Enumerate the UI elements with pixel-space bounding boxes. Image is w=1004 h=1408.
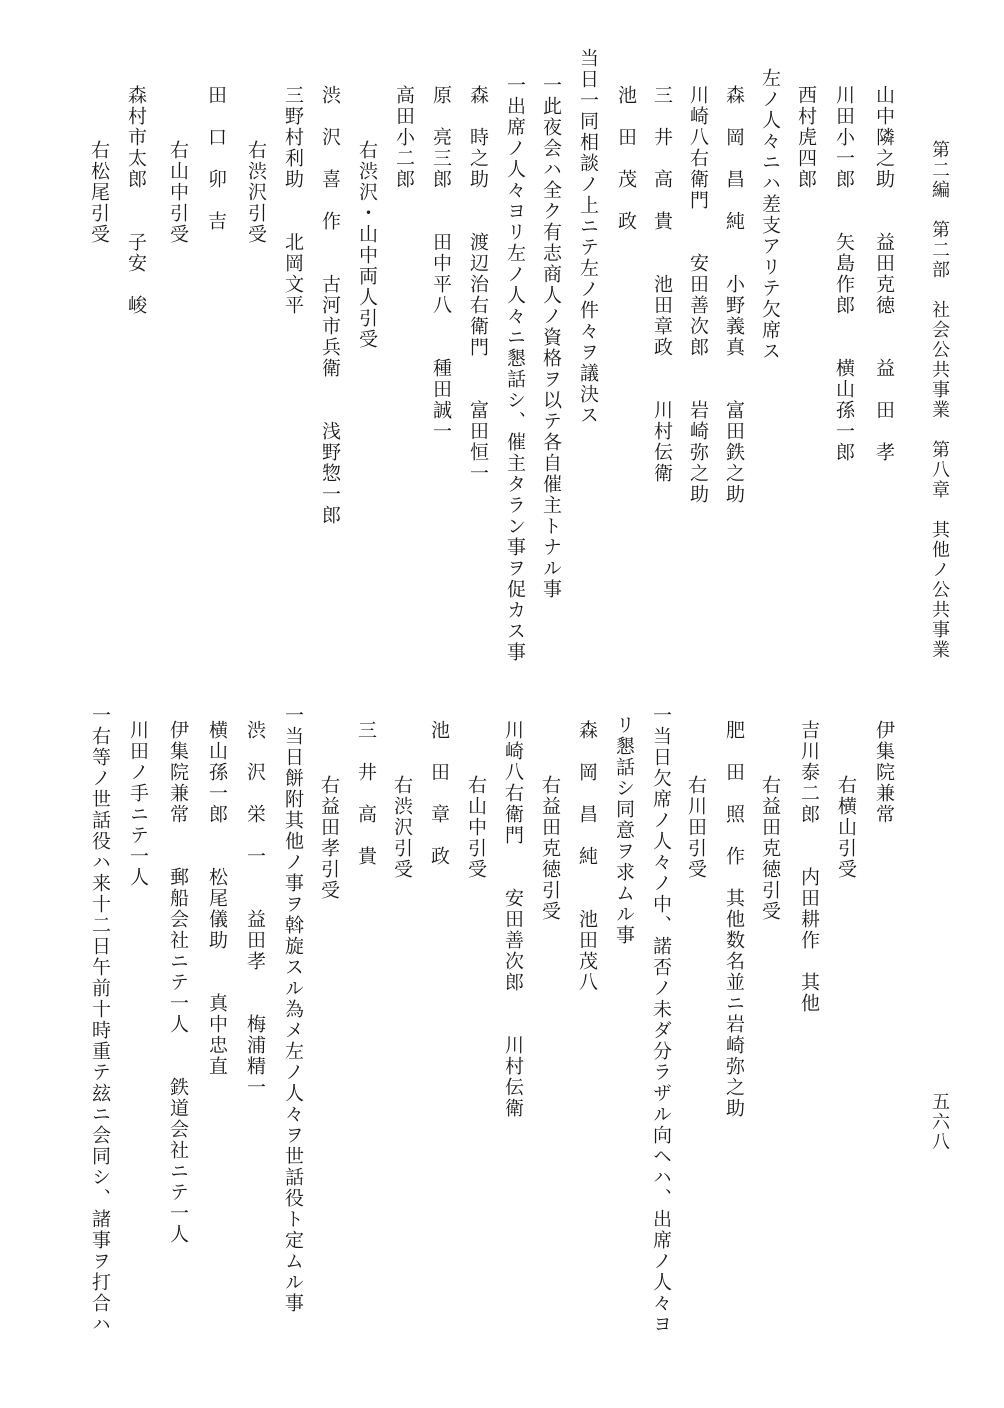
upper-line-7: 三 井 高 貴 池田章政 川村伝衛 bbox=[651, 85, 673, 484]
upper-line-18: 右渋沢引受 bbox=[245, 140, 267, 245]
upper-line-3: 西村虎四郎 bbox=[795, 85, 817, 190]
upper-line-9: 当日一同相談ノ上ニテ左ノ件々ヲ議決ス bbox=[577, 48, 599, 426]
upper-line-12: 森 時之助 渡辺治右衛門 富田恒一 bbox=[467, 85, 489, 484]
lower-line-4: 右益田克徳引受 bbox=[759, 775, 781, 922]
upper-line-4: 左ノ人々ニハ差支アリテ欠席ス bbox=[759, 68, 781, 362]
upper-line-19: 田 口 卯 吉 bbox=[205, 85, 227, 232]
running-header: 第二編 第二部 社会公共事業 第八章 其他ノ公共事業 bbox=[929, 140, 950, 660]
lower-line-11: 川崎八右衛門 安田善次郎 川村伝衛 bbox=[502, 720, 524, 1119]
upper-line-13: 原 亮三郎 田中平八 種田誠一 bbox=[430, 85, 452, 442]
lower-line-20: 伊集院兼常 郵船会社ニテ一人 鉄道会社ニテ一人 bbox=[167, 720, 189, 1245]
upper-line-8: 池 田 茂 政 bbox=[615, 85, 637, 232]
lower-line-10: 右益田克徳引受 bbox=[539, 775, 561, 922]
lower-line-14: 右渋沢引受 bbox=[391, 775, 413, 880]
upper-line-14: 高田小二郎 bbox=[393, 85, 415, 190]
lower-line-1: 伊集院兼常 bbox=[873, 720, 895, 825]
upper-line-22: 右松尾引受 bbox=[88, 140, 110, 245]
lower-line-13: 池 田 章 政 bbox=[428, 720, 450, 867]
lower-line-16: 右益田孝引受 bbox=[318, 775, 340, 901]
upper-line-17: 三野村利助 北岡文平 bbox=[282, 85, 304, 316]
upper-line-20: 右山中引受 bbox=[167, 140, 189, 245]
upper-line-5: 森 岡 昌 純 小野義真 富田鉄之助 bbox=[723, 85, 745, 505]
upper-line-16: 渋 沢 喜 作 古河市兵衛 浅野惣一郎 bbox=[319, 85, 341, 526]
upper-line-6: 川崎八右衛門 安田善次郎 岩崎弥之助 bbox=[687, 85, 709, 505]
lower-line-22: 一右等ノ世話役ハ来十二日午前十時重テ玆ニ会同シ、諸事ヲ打合ハ bbox=[89, 705, 111, 1335]
lower-line-7: 一当日欠席ノ人々ノ中、諾否ノ未ダ分ラザル向ヘハ、出席ノ人々ヨ bbox=[650, 705, 672, 1335]
lower-line-5: 肥 田 照 作 其他数名並ニ岩崎弥之助 bbox=[723, 720, 745, 1119]
lower-line-12: 右山中引受 bbox=[465, 775, 487, 880]
upper-line-21: 森村市太郎 子安 峻 bbox=[125, 85, 147, 316]
upper-line-15: 右渋沢・山中両人引受 bbox=[356, 140, 378, 350]
lower-line-9: 森 岡 昌 純 池田茂八 bbox=[576, 720, 598, 993]
lower-line-19: 横山孫一郎 松尾儀助 真中忠直 bbox=[206, 720, 228, 1077]
lower-line-17: 一当日餅附其他ノ事ヲ斡旋スル為メ左ノ人々ヲ世話役ト定ムル事 bbox=[282, 705, 304, 1314]
lower-line-18: 渋 沢 栄 一 益田孝 梅浦精一 bbox=[244, 720, 266, 1098]
upper-line-2: 川田小一郎 矢島作郎 横山孫一郎 bbox=[833, 85, 855, 463]
lower-line-21: 川田ノ手ニテ一人 bbox=[127, 720, 149, 888]
lower-line-8: リ懇話シ同意ヲ求ムル事 bbox=[613, 715, 635, 946]
lower-line-3: 吉川泰二郎 内田耕作 其他 bbox=[798, 720, 820, 1014]
lower-line-15: 三 井 高 貴 bbox=[355, 720, 377, 867]
upper-line-1: 山中隣之助 益田克徳 益 田 孝 bbox=[873, 85, 895, 463]
upper-line-11: 一出席ノ人々ヨリ左ノ人々ニ懇話シ、催主タラン事ヲ促カス事 bbox=[504, 75, 526, 663]
lower-line-2: 右横山引受 bbox=[835, 775, 857, 880]
upper-line-10: 一此夜会ハ全ク有志商人ノ資格ヲ以テ各自催主トナル事 bbox=[540, 75, 562, 600]
lower-line-6: 右川田引受 bbox=[685, 775, 707, 880]
page-number: 五六八 bbox=[929, 1092, 950, 1152]
